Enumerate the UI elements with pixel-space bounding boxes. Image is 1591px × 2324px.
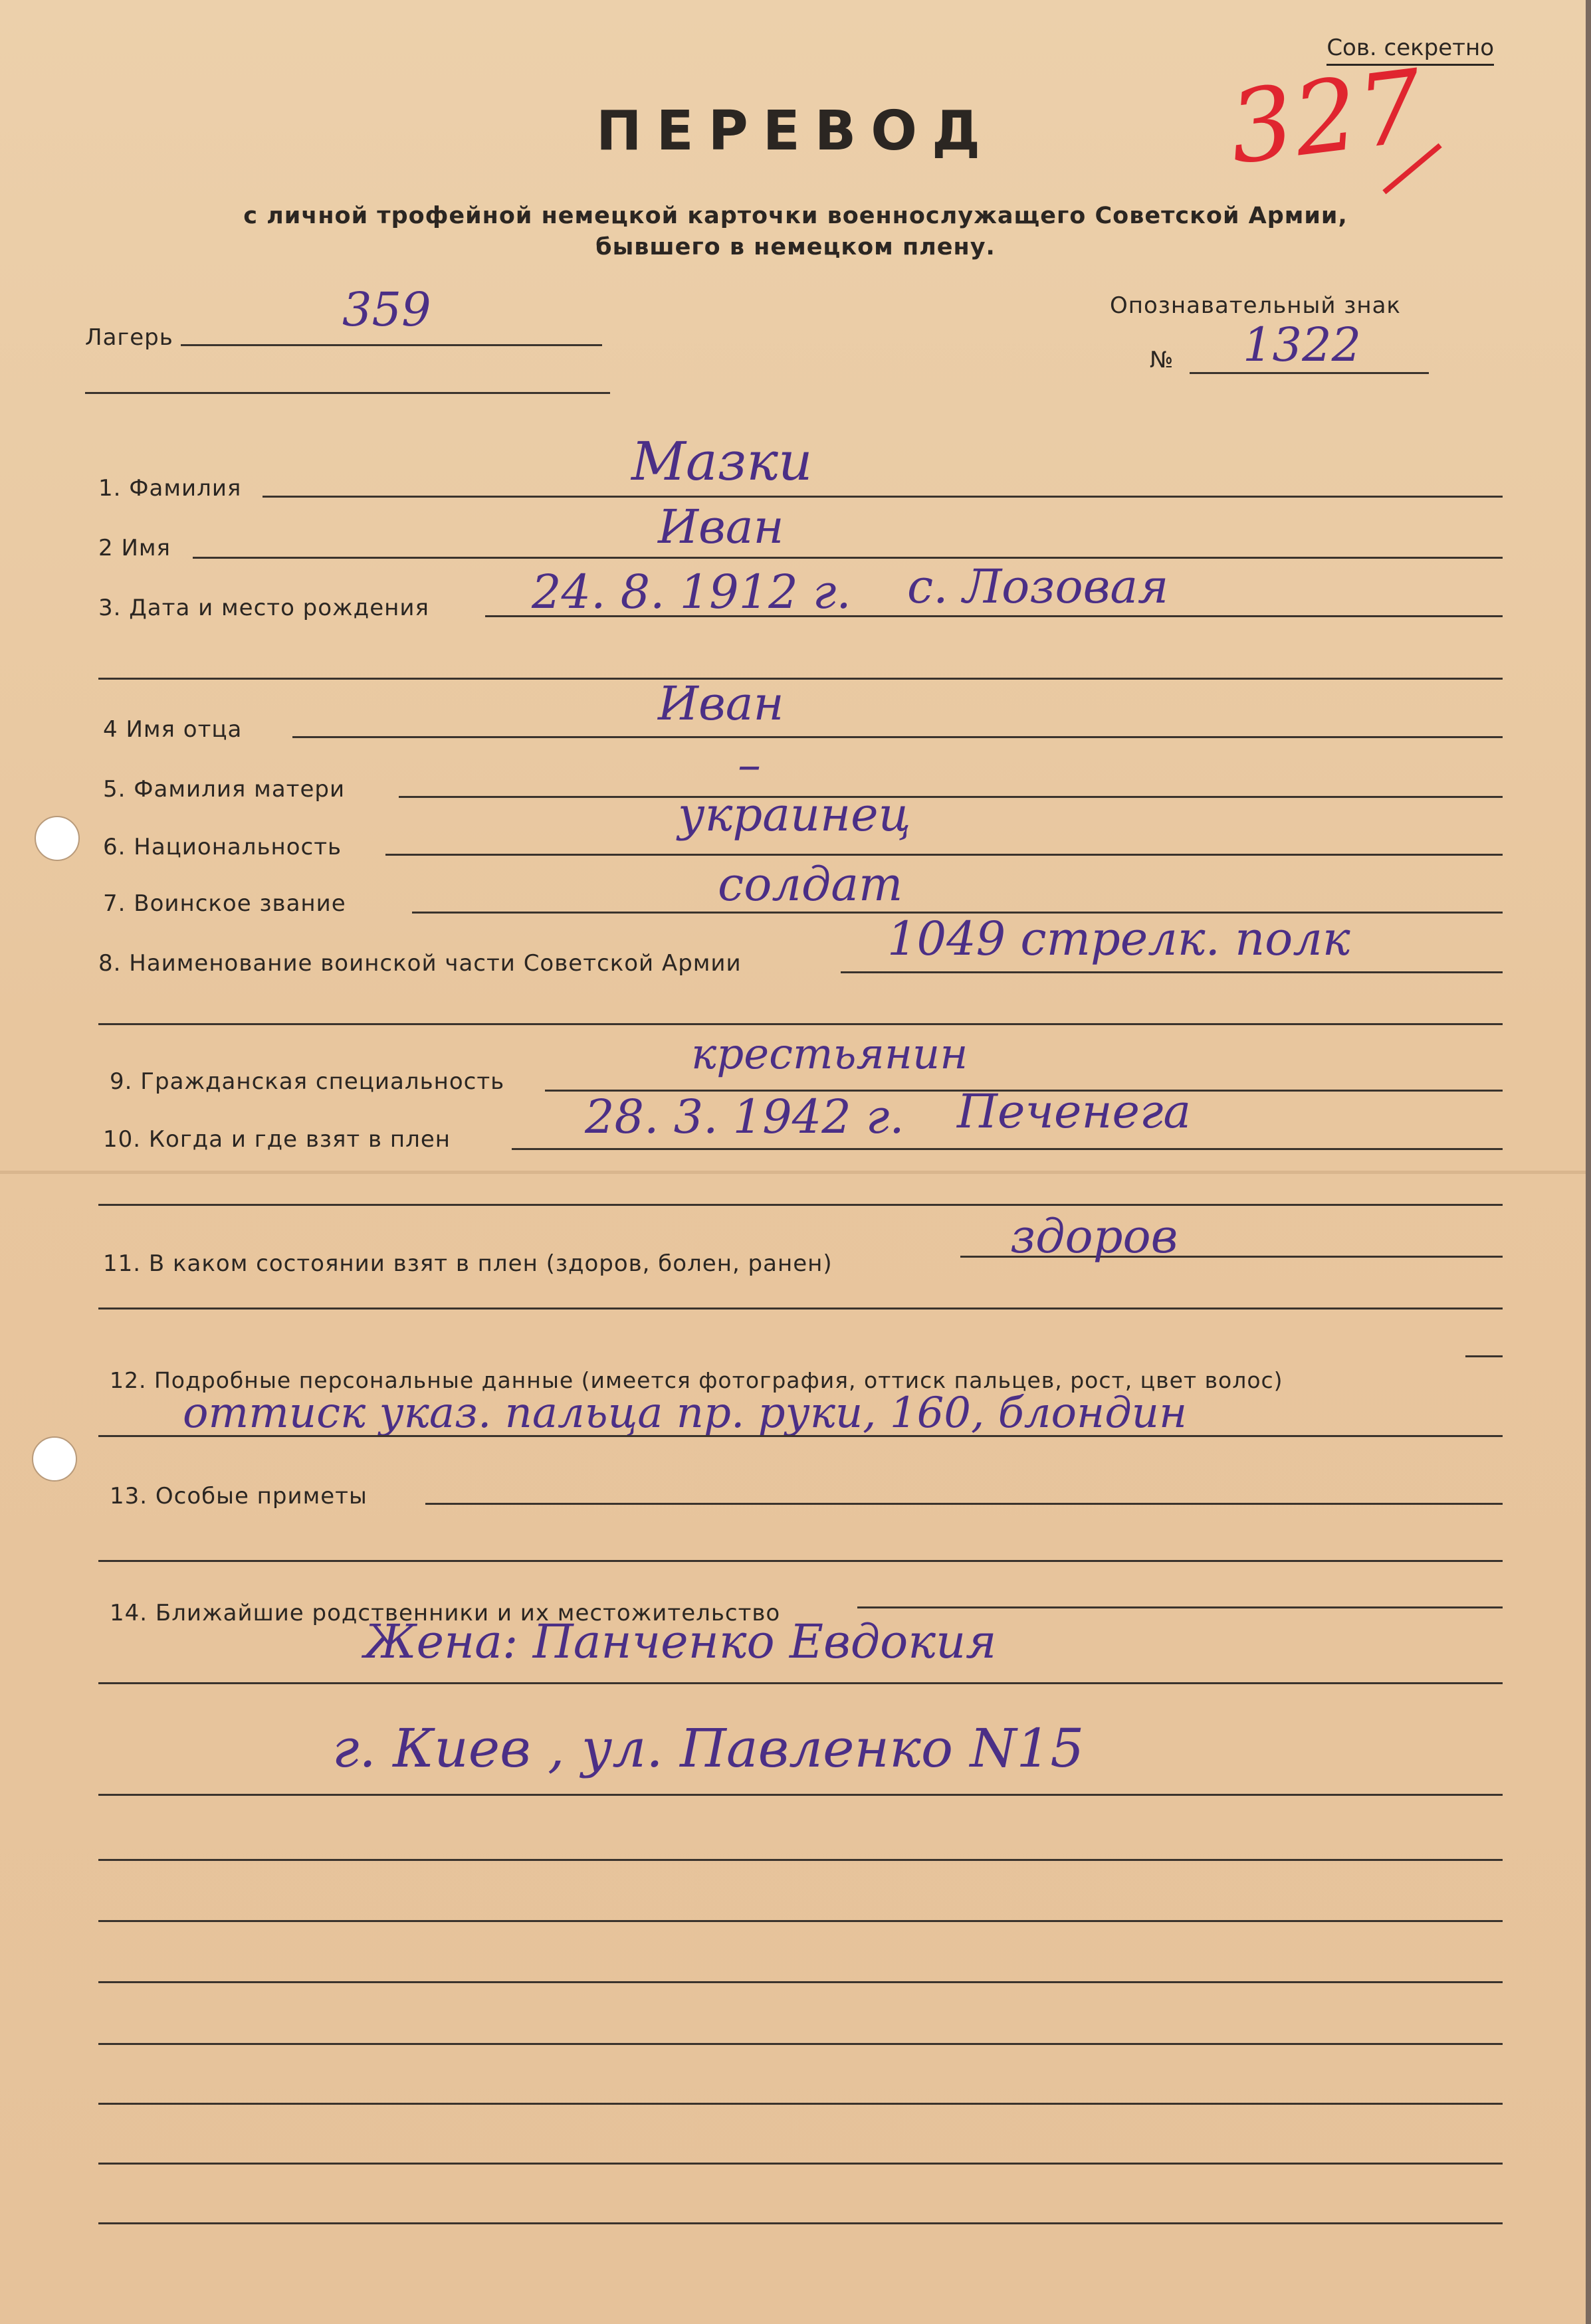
red-stamp-number: 327: [1223, 48, 1430, 187]
page-subtitle-line1: с личной трофейной немецкой карточки военнослужащего Советской Армии,: [243, 203, 1348, 229]
camp-label: Лагерь: [85, 324, 173, 351]
field-line: [98, 1023, 1503, 1025]
field-label-surname: 1. Фамилия: [98, 475, 242, 502]
field-value-capture-place: Печенега: [957, 1084, 1192, 1139]
field-line: [857, 1606, 1503, 1608]
field-value-unit: 1049 стрелк. полк: [887, 912, 1350, 966]
field-label-specialty: 9. Гражданская специальность: [110, 1068, 505, 1095]
field-line: [263, 496, 1503, 498]
field-line: [425, 1503, 1503, 1505]
page-fold: [0, 1171, 1591, 1174]
field-line: [98, 1204, 1503, 1206]
field-line: [98, 1794, 1503, 1796]
field-value-relatives-2: г. Киев , ул. Павленко N15: [332, 1717, 1085, 1779]
field-line: [98, 1981, 1503, 1983]
field-line: [98, 1560, 1503, 1562]
field-line: [98, 1682, 1503, 1684]
page-title: ПЕРЕВОД: [596, 100, 995, 163]
field-line: [98, 1920, 1503, 1922]
field-line: [98, 678, 1503, 680]
field-value-capture-date: 28. 3. 1942 г.: [585, 1090, 904, 1144]
field-value-name: Иван: [658, 500, 784, 554]
field-label-mother: 5. Фамилия матери: [103, 776, 346, 803]
page-subtitle-line2: бывшего в немецком плену.: [595, 234, 996, 260]
field-label-birth: 3. Дата и место рождения: [98, 595, 429, 621]
field-label-personal: 12. Подробные персональные данные (имеется фотография, оттиск пальцев, рост, цвет волос): [110, 1367, 1283, 1393]
field-label-rank: 7. Воинское звание: [103, 890, 346, 917]
field-line: [98, 2163, 1503, 2165]
camp-line-2: [85, 392, 610, 394]
id-mark-prefix: №: [1150, 347, 1174, 373]
field-line: [385, 854, 1503, 856]
field-line: [98, 1435, 1503, 1437]
field-label-condition: 11. В каком состоянии взят в плен (здоров, болен, ранен): [103, 1250, 833, 1277]
field-line: [193, 557, 1503, 559]
field-line: [98, 2222, 1503, 2224]
field-value-specialty: крестьянин: [691, 1030, 968, 1079]
field-line: [1465, 1355, 1503, 1357]
field-line: [399, 796, 1503, 798]
field-value-surname: Мазки: [631, 431, 813, 492]
field-value-father: Иван: [658, 676, 784, 731]
field-line: [512, 1148, 1503, 1150]
field-label-unit: 8. Наименование воинской части Советской Армии: [98, 950, 742, 977]
classification-label: Сов. секретно: [1326, 35, 1494, 66]
field-line: [841, 971, 1503, 973]
field-value-mother: –: [738, 737, 761, 792]
field-label-marks: 13. Особые приметы: [110, 1483, 368, 1509]
field-value-personal: оттиск указ. пальца пр. руки, 160, блондин: [183, 1389, 1188, 1438]
id-mark-label: Опознавательный знак: [1110, 292, 1401, 319]
field-label-father: 4 Имя отца: [103, 716, 243, 743]
field-label-nationality: 6. Национальность: [103, 834, 342, 860]
field-label-capture: 10. Когда и где взят в плен: [103, 1126, 451, 1153]
field-value-relatives-1: Жена: Панченко Евдокия: [364, 1614, 997, 1669]
field-line: [98, 2103, 1503, 2105]
field-value-nationality: украинец: [678, 787, 911, 842]
field-line: [98, 1307, 1503, 1309]
camp-value: 359: [342, 282, 431, 337]
camp-line: [181, 344, 602, 346]
field-line: [98, 2043, 1503, 2045]
id-mark-line: [1190, 372, 1429, 374]
field-value-birth-date: 24. 8. 1912 г.: [532, 565, 851, 619]
field-label-name: 2 Имя: [98, 535, 171, 561]
scan-edge: [1586, 0, 1591, 2324]
field-value-birth-place: с. Лозовая: [907, 559, 1169, 614]
field-line: [292, 736, 1503, 738]
punch-hole: [35, 816, 80, 861]
field-line: [98, 1859, 1503, 1861]
field-value-rank: солдат: [718, 857, 903, 912]
punch-hole: [32, 1436, 77, 1482]
field-value-condition: здоров: [1010, 1209, 1178, 1264]
id-mark-value: 1322: [1243, 318, 1362, 372]
field-label-relatives: 14. Ближайшие родственники и их местожительство: [110, 1600, 781, 1626]
